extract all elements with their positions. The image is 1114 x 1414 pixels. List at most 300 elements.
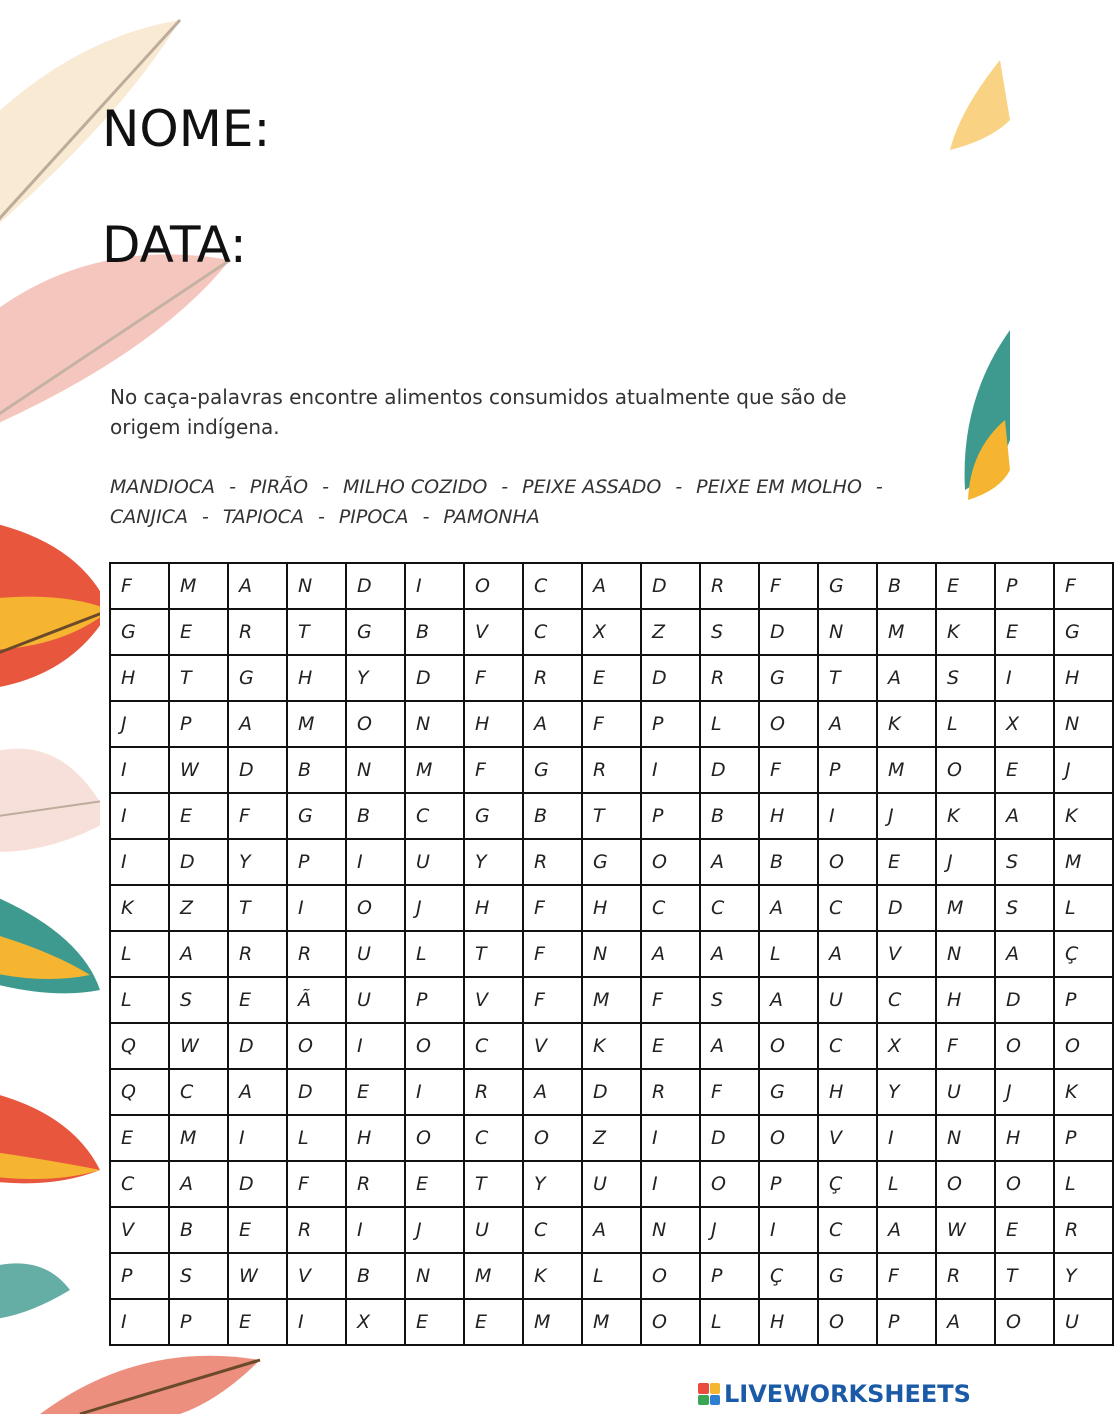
word-pirao: PIRÃO [249, 476, 309, 498]
grid-cell[interactable]: V [877, 931, 936, 977]
grid-cell[interactable]: U [464, 1207, 523, 1253]
grid-cell[interactable]: I [110, 793, 169, 839]
grid-cell[interactable]: J [405, 1207, 464, 1253]
grid-cell[interactable]: M [169, 1115, 228, 1161]
grid-cell[interactable]: T [169, 655, 228, 701]
grid-cell[interactable]: C [405, 793, 464, 839]
grid-cell[interactable]: A [169, 931, 228, 977]
grid-cell[interactable]: C [641, 885, 700, 931]
date-label: DATA: [102, 216, 247, 274]
grid-cell[interactable]: G [759, 1069, 818, 1115]
grid-cell[interactable]: F [523, 885, 582, 931]
grid-cell[interactable]: L [877, 1161, 936, 1207]
grid-cell[interactable]: I [995, 655, 1054, 701]
grid-cell[interactable]: P [700, 1253, 759, 1299]
grid-cell[interactable]: O [700, 1161, 759, 1207]
grid-cell[interactable]: A [700, 931, 759, 977]
grid-cell[interactable]: C [464, 1115, 523, 1161]
grid-cell[interactable]: T [464, 1161, 523, 1207]
grid-cell[interactable]: F [700, 1069, 759, 1115]
grid-cell[interactable]: A [641, 931, 700, 977]
grid-cell[interactable]: D [169, 839, 228, 885]
grid-cell[interactable]: B [169, 1207, 228, 1253]
grid-cell[interactable]: P [169, 701, 228, 747]
grid-cell[interactable]: P [995, 563, 1054, 609]
grid-cell[interactable]: I [287, 885, 346, 931]
grid-cell[interactable]: S [995, 839, 1054, 885]
grid-cell[interactable]: W [228, 1253, 287, 1299]
grid-cell[interactable]: L [936, 701, 995, 747]
grid-cell[interactable]: Y [228, 839, 287, 885]
grid-cell[interactable]: A [759, 977, 818, 1023]
grid-cell[interactable]: C [169, 1069, 228, 1115]
grid-cell[interactable]: F [464, 747, 523, 793]
grid-cell[interactable]: F [582, 701, 641, 747]
grid-cell[interactable]: Y [464, 839, 523, 885]
grid-cell[interactable]: I [877, 1115, 936, 1161]
grid-cell[interactable]: E [464, 1299, 523, 1345]
grid-cell[interactable]: A [228, 701, 287, 747]
grid-cell[interactable]: P [169, 1299, 228, 1345]
grid-cell[interactable]: R [523, 839, 582, 885]
grid-cell[interactable]: F [641, 977, 700, 1023]
grid-cell[interactable]: F [1054, 563, 1113, 609]
grid-cell[interactable]: C [110, 1161, 169, 1207]
grid-cell[interactable]: E [995, 609, 1054, 655]
grid-cell[interactable]: E [228, 977, 287, 1023]
grid-cell[interactable]: V [287, 1253, 346, 1299]
grid-cell[interactable]: Y [523, 1161, 582, 1207]
grid-cell[interactable]: A [700, 839, 759, 885]
grid-cell[interactable]: N [818, 609, 877, 655]
grid-cell[interactable]: G [110, 609, 169, 655]
grid-cell[interactable]: I [641, 747, 700, 793]
grid-cell[interactable]: X [995, 701, 1054, 747]
grid-cell[interactable]: G [287, 793, 346, 839]
grid-cell[interactable]: E [995, 747, 1054, 793]
grid-cell[interactable]: E [641, 1023, 700, 1069]
grid-cell[interactable]: M [582, 977, 641, 1023]
grid-cell[interactable]: M [464, 1253, 523, 1299]
grid-cell[interactable]: D [346, 563, 405, 609]
grid-cell[interactable]: O [936, 747, 995, 793]
grid-cell[interactable]: O [346, 701, 405, 747]
grid-cell[interactable]: G [346, 609, 405, 655]
grid-cell[interactable]: F [759, 747, 818, 793]
grid-cell[interactable]: F [523, 977, 582, 1023]
grid-cell[interactable]: K [877, 701, 936, 747]
grid-cell[interactable]: N [1054, 701, 1113, 747]
grid-cell[interactable]: C [700, 885, 759, 931]
grid-cell[interactable]: N [936, 931, 995, 977]
grid-cell[interactable]: H [1054, 655, 1113, 701]
grid-cell[interactable]: D [995, 977, 1054, 1023]
grid-cell[interactable]: O [1054, 1023, 1113, 1069]
grid-cell[interactable]: B [759, 839, 818, 885]
grid-cell[interactable]: P [287, 839, 346, 885]
grid-cell[interactable]: T [582, 793, 641, 839]
grid-cell[interactable]: P [641, 793, 700, 839]
grid-cell[interactable]: R [700, 563, 759, 609]
grid-cell[interactable]: O [995, 1161, 1054, 1207]
grid-cell[interactable]: N [405, 701, 464, 747]
grid-cell[interactable]: J [405, 885, 464, 931]
grid-cell[interactable]: H [110, 655, 169, 701]
grid-cell[interactable]: A [877, 655, 936, 701]
grid-cell[interactable]: O [287, 1023, 346, 1069]
grid-cell[interactable]: D [228, 1161, 287, 1207]
grid-cell[interactable]: M [582, 1299, 641, 1345]
grid-row [110, 1069, 1113, 1115]
grid-cell[interactable]: W [169, 747, 228, 793]
grid-cell[interactable]: F [759, 563, 818, 609]
grid-cell[interactable]: P [110, 1253, 169, 1299]
grid-cell[interactable]: H [464, 701, 523, 747]
grid-cell[interactable]: R [464, 1069, 523, 1115]
grid-cell[interactable]: B [700, 793, 759, 839]
grid-cell[interactable]: M [877, 609, 936, 655]
grid-cell[interactable]: Ã [287, 977, 346, 1023]
grid-cell[interactable]: R [346, 1161, 405, 1207]
grid-cell[interactable]: N [405, 1253, 464, 1299]
grid-cell[interactable]: S [995, 885, 1054, 931]
grid-cell[interactable]: K [936, 793, 995, 839]
grid-cell[interactable]: E [228, 1207, 287, 1253]
grid-cell[interactable]: D [582, 1069, 641, 1115]
grid-cell[interactable]: L [405, 931, 464, 977]
grid-cell[interactable]: O [818, 839, 877, 885]
grid-cell[interactable]: W [169, 1023, 228, 1069]
grid-cell[interactable]: D [641, 563, 700, 609]
grid-cell[interactable]: P [1054, 977, 1113, 1023]
grid-cell[interactable]: D [641, 655, 700, 701]
grid-cell[interactable]: E [228, 1299, 287, 1345]
grid-cell[interactable]: C [877, 977, 936, 1023]
grid-cell[interactable]: X [877, 1023, 936, 1069]
grid-cell[interactable]: O [995, 1299, 1054, 1345]
grid-cell[interactable]: G [759, 655, 818, 701]
grid-cell[interactable]: G [818, 563, 877, 609]
grid-cell[interactable]: I [641, 1115, 700, 1161]
grid-cell[interactable]: H [936, 977, 995, 1023]
grid-cell[interactable]: R [523, 655, 582, 701]
grid-cell[interactable]: G [1054, 609, 1113, 655]
grid-cell[interactable]: Y [877, 1069, 936, 1115]
grid-cell[interactable]: R [228, 609, 287, 655]
grid-cell[interactable]: A [995, 931, 1054, 977]
grid-cell[interactable]: F [110, 563, 169, 609]
grid-cell[interactable]: H [464, 885, 523, 931]
grid-cell[interactable]: J [936, 839, 995, 885]
grid-cell[interactable]: T [995, 1253, 1054, 1299]
grid-cell[interactable]: D [228, 1023, 287, 1069]
grid-cell[interactable]: O [936, 1161, 995, 1207]
grid-cell[interactable]: E [877, 839, 936, 885]
grid-cell[interactable]: N [287, 563, 346, 609]
grid-cell[interactable]: R [228, 931, 287, 977]
grid-cell[interactable]: E [936, 563, 995, 609]
logo-square-blue [710, 1395, 721, 1406]
grid-cell[interactable]: A [759, 885, 818, 931]
grid-cell[interactable]: O [641, 839, 700, 885]
grid-cell[interactable]: A [523, 1069, 582, 1115]
grid-cell[interactable]: N [936, 1115, 995, 1161]
grid-cell[interactable]: Q [110, 1023, 169, 1069]
word-separator: - [201, 506, 209, 528]
grid-cell[interactable]: O [405, 1115, 464, 1161]
grid-cell[interactable]: F [464, 655, 523, 701]
grid-cell[interactable]: M [877, 747, 936, 793]
grid-cell[interactable]: R [287, 1207, 346, 1253]
grid-cell[interactable]: P [1054, 1115, 1113, 1161]
grid-cell[interactable]: T [818, 655, 877, 701]
grid-cell[interactable]: Y [1054, 1253, 1113, 1299]
grid-cell[interactable]: H [287, 655, 346, 701]
grid-row [110, 1161, 1113, 1207]
grid-cell[interactable]: W [936, 1207, 995, 1253]
grid-cell[interactable]: P [877, 1299, 936, 1345]
grid-cell[interactable]: L [700, 1299, 759, 1345]
grid-cell[interactable]: F [936, 1023, 995, 1069]
grid-cell[interactable]: U [1054, 1299, 1113, 1345]
grid-cell[interactable]: J [110, 701, 169, 747]
grid-cell[interactable]: V [818, 1115, 877, 1161]
grid-cell[interactable]: O [523, 1115, 582, 1161]
grid-cell[interactable]: I [110, 747, 169, 793]
grid-cell[interactable]: C [818, 885, 877, 931]
word-search-grid-body [110, 563, 1113, 1345]
grid-cell[interactable]: A [995, 793, 1054, 839]
grid-cell[interactable]: O [641, 1253, 700, 1299]
grid-cell[interactable]: H [995, 1115, 1054, 1161]
grid-cell[interactable]: K [1054, 793, 1113, 839]
grid-cell[interactable]: M [523, 1299, 582, 1345]
grid-cell[interactable]: A [228, 563, 287, 609]
grid-cell[interactable]: L [582, 1253, 641, 1299]
grid-cell[interactable]: Ç [759, 1253, 818, 1299]
grid-cell[interactable]: L [700, 701, 759, 747]
grid-cell[interactable]: K [1054, 1069, 1113, 1115]
grid-cell[interactable]: V [523, 1023, 582, 1069]
grid-cell[interactable]: U [818, 977, 877, 1023]
grid-cell[interactable]: I [228, 1115, 287, 1161]
grid-cell[interactable]: I [405, 563, 464, 609]
grid-cell[interactable]: J [877, 793, 936, 839]
grid-cell[interactable]: H [759, 1299, 818, 1345]
grid-cell[interactable]: C [523, 609, 582, 655]
grid-cell[interactable]: B [287, 747, 346, 793]
grid-cell[interactable]: I [110, 1299, 169, 1345]
grid-cell[interactable]: L [110, 977, 169, 1023]
grid-cell[interactable]: I [346, 1207, 405, 1253]
grid-cell[interactable]: Ç [818, 1161, 877, 1207]
grid-cell[interactable]: S [169, 1253, 228, 1299]
grid-cell[interactable]: R [582, 747, 641, 793]
grid-cell[interactable]: V [110, 1207, 169, 1253]
grid-cell[interactable]: C [464, 1023, 523, 1069]
grid-cell[interactable]: G [228, 655, 287, 701]
grid-cell[interactable]: A [818, 931, 877, 977]
grid-cell[interactable]: H [346, 1115, 405, 1161]
grid-cell[interactable]: R [641, 1069, 700, 1115]
grid-cell[interactable]: O [759, 1023, 818, 1069]
grid-cell[interactable]: X [582, 609, 641, 655]
grid-cell[interactable]: I [641, 1161, 700, 1207]
grid-cell[interactable]: E [582, 655, 641, 701]
grid-cell[interactable]: C [818, 1207, 877, 1253]
grid-cell[interactable]: Q [110, 1069, 169, 1115]
grid-cell[interactable]: Z [582, 1115, 641, 1161]
grid-cell[interactable]: E [995, 1207, 1054, 1253]
grid-cell[interactable]: I [818, 793, 877, 839]
grid-cell[interactable]: V [464, 609, 523, 655]
grid-cell[interactable]: S [700, 609, 759, 655]
grid-cell[interactable]: H [582, 885, 641, 931]
grid-cell[interactable]: C [523, 1207, 582, 1253]
grid-cell[interactable]: S [700, 977, 759, 1023]
grid-cell[interactable]: J [700, 1207, 759, 1253]
grid-cell[interactable]: M [936, 885, 995, 931]
grid-cell[interactable]: T [228, 885, 287, 931]
grid-cell[interactable]: L [287, 1115, 346, 1161]
grid-cell[interactable]: B [346, 793, 405, 839]
grid-cell[interactable]: Ç [1054, 931, 1113, 977]
grid-cell[interactable]: I [405, 1069, 464, 1115]
grid-cell[interactable]: L [759, 931, 818, 977]
grid-cell[interactable]: C [523, 563, 582, 609]
grid-cell[interactable]: X [346, 1299, 405, 1345]
grid-cell[interactable]: R [700, 655, 759, 701]
grid-cell[interactable]: B [405, 609, 464, 655]
grid-cell[interactable]: K [936, 609, 995, 655]
grid-cell[interactable]: O [759, 1115, 818, 1161]
grid-cell[interactable]: E [405, 1161, 464, 1207]
grid-cell[interactable]: R [287, 931, 346, 977]
grid-cell[interactable]: V [464, 977, 523, 1023]
grid-cell[interactable]: S [169, 977, 228, 1023]
grid-cell[interactable]: P [818, 747, 877, 793]
grid-cell[interactable]: I [287, 1299, 346, 1345]
grid-cell[interactable]: A [936, 1299, 995, 1345]
grid-cell[interactable]: F [877, 1253, 936, 1299]
grid-cell[interactable]: A [169, 1161, 228, 1207]
grid-cell[interactable]: O [641, 1299, 700, 1345]
grid-cell[interactable]: D [287, 1069, 346, 1115]
grid-row [110, 563, 1113, 609]
grid-cell[interactable]: A [877, 1207, 936, 1253]
grid-cell[interactable]: K [523, 1253, 582, 1299]
grid-cell[interactable]: D [877, 885, 936, 931]
grid-cell[interactable]: N [641, 1207, 700, 1253]
feather-decoration-left-2 [0, 520, 110, 690]
grid-cell[interactable]: A [582, 1207, 641, 1253]
grid-row [110, 1207, 1113, 1253]
grid-cell[interactable]: U [405, 839, 464, 885]
grid-cell[interactable]: U [936, 1069, 995, 1115]
grid-cell[interactable]: T [464, 931, 523, 977]
grid-cell[interactable]: U [346, 977, 405, 1023]
grid-cell[interactable]: O [759, 701, 818, 747]
grid-cell[interactable]: N [582, 931, 641, 977]
grid-cell[interactable]: A [523, 701, 582, 747]
grid-cell[interactable]: L [110, 931, 169, 977]
grid-cell[interactable]: P [405, 977, 464, 1023]
grid-cell[interactable]: G [582, 839, 641, 885]
grid-cell[interactable]: J [995, 1069, 1054, 1115]
grid-cell[interactable]: Y [346, 655, 405, 701]
grid-cell[interactable]: L [1054, 1161, 1113, 1207]
grid-cell[interactable]: E [169, 609, 228, 655]
grid-cell[interactable]: E [169, 793, 228, 839]
grid-cell[interactable]: F [523, 931, 582, 977]
grid-cell[interactable]: A [582, 563, 641, 609]
grid-cell[interactable]: A [228, 1069, 287, 1115]
grid-cell[interactable]: O [818, 1299, 877, 1345]
grid-cell[interactable]: E [405, 1299, 464, 1345]
grid-cell[interactable]: R [1054, 1207, 1113, 1253]
grid-cell[interactable]: D [700, 1115, 759, 1161]
grid-cell[interactable]: B [346, 1253, 405, 1299]
grid-cell[interactable]: O [405, 1023, 464, 1069]
grid-cell[interactable]: G [818, 1253, 877, 1299]
grid-cell[interactable]: S [936, 655, 995, 701]
grid-cell[interactable]: K [582, 1023, 641, 1069]
grid-cell[interactable]: Z [169, 885, 228, 931]
grid-cell[interactable]: G [523, 747, 582, 793]
grid-cell[interactable]: E [346, 1069, 405, 1115]
grid-cell[interactable]: P [641, 701, 700, 747]
grid-cell[interactable]: D [405, 655, 464, 701]
grid-cell[interactable]: M [287, 701, 346, 747]
grid-cell[interactable]: B [523, 793, 582, 839]
grid-cell[interactable]: I [346, 839, 405, 885]
grid-cell[interactable]: E [110, 1115, 169, 1161]
grid-row [110, 885, 1113, 931]
grid-cell[interactable]: I [346, 1023, 405, 1069]
grid-cell[interactable]: G [464, 793, 523, 839]
grid-cell[interactable]: F [287, 1161, 346, 1207]
grid-cell[interactable]: I [110, 839, 169, 885]
grid-cell[interactable]: U [582, 1161, 641, 1207]
grid-cell[interactable]: M [1054, 839, 1113, 885]
grid-cell[interactable]: D [228, 747, 287, 793]
grid-cell[interactable]: C [818, 1023, 877, 1069]
grid-cell[interactable]: B [877, 563, 936, 609]
grid-cell[interactable]: A [818, 701, 877, 747]
grid-cell[interactable]: O [464, 563, 523, 609]
grid-cell[interactable]: F [228, 793, 287, 839]
grid-cell[interactable]: D [700, 747, 759, 793]
grid-cell[interactable]: D [759, 609, 818, 655]
grid-cell[interactable]: M [405, 747, 464, 793]
grid-cell[interactable]: J [1054, 747, 1113, 793]
grid-cell[interactable]: I [759, 1207, 818, 1253]
grid-cell[interactable]: T [287, 609, 346, 655]
grid-cell[interactable]: Z [641, 609, 700, 655]
grid-cell[interactable]: M [169, 563, 228, 609]
grid-cell[interactable]: O [346, 885, 405, 931]
grid-cell[interactable]: O [995, 1023, 1054, 1069]
grid-cell[interactable]: H [759, 793, 818, 839]
grid-cell[interactable]: K [110, 885, 169, 931]
grid-cell[interactable]: L [1054, 885, 1113, 931]
grid-cell[interactable]: A [700, 1023, 759, 1069]
grid-cell[interactable]: U [346, 931, 405, 977]
grid-cell[interactable]: N [346, 747, 405, 793]
grid-cell[interactable]: R [936, 1253, 995, 1299]
grid-cell[interactable]: P [759, 1161, 818, 1207]
grid-cell[interactable]: H [818, 1069, 877, 1115]
